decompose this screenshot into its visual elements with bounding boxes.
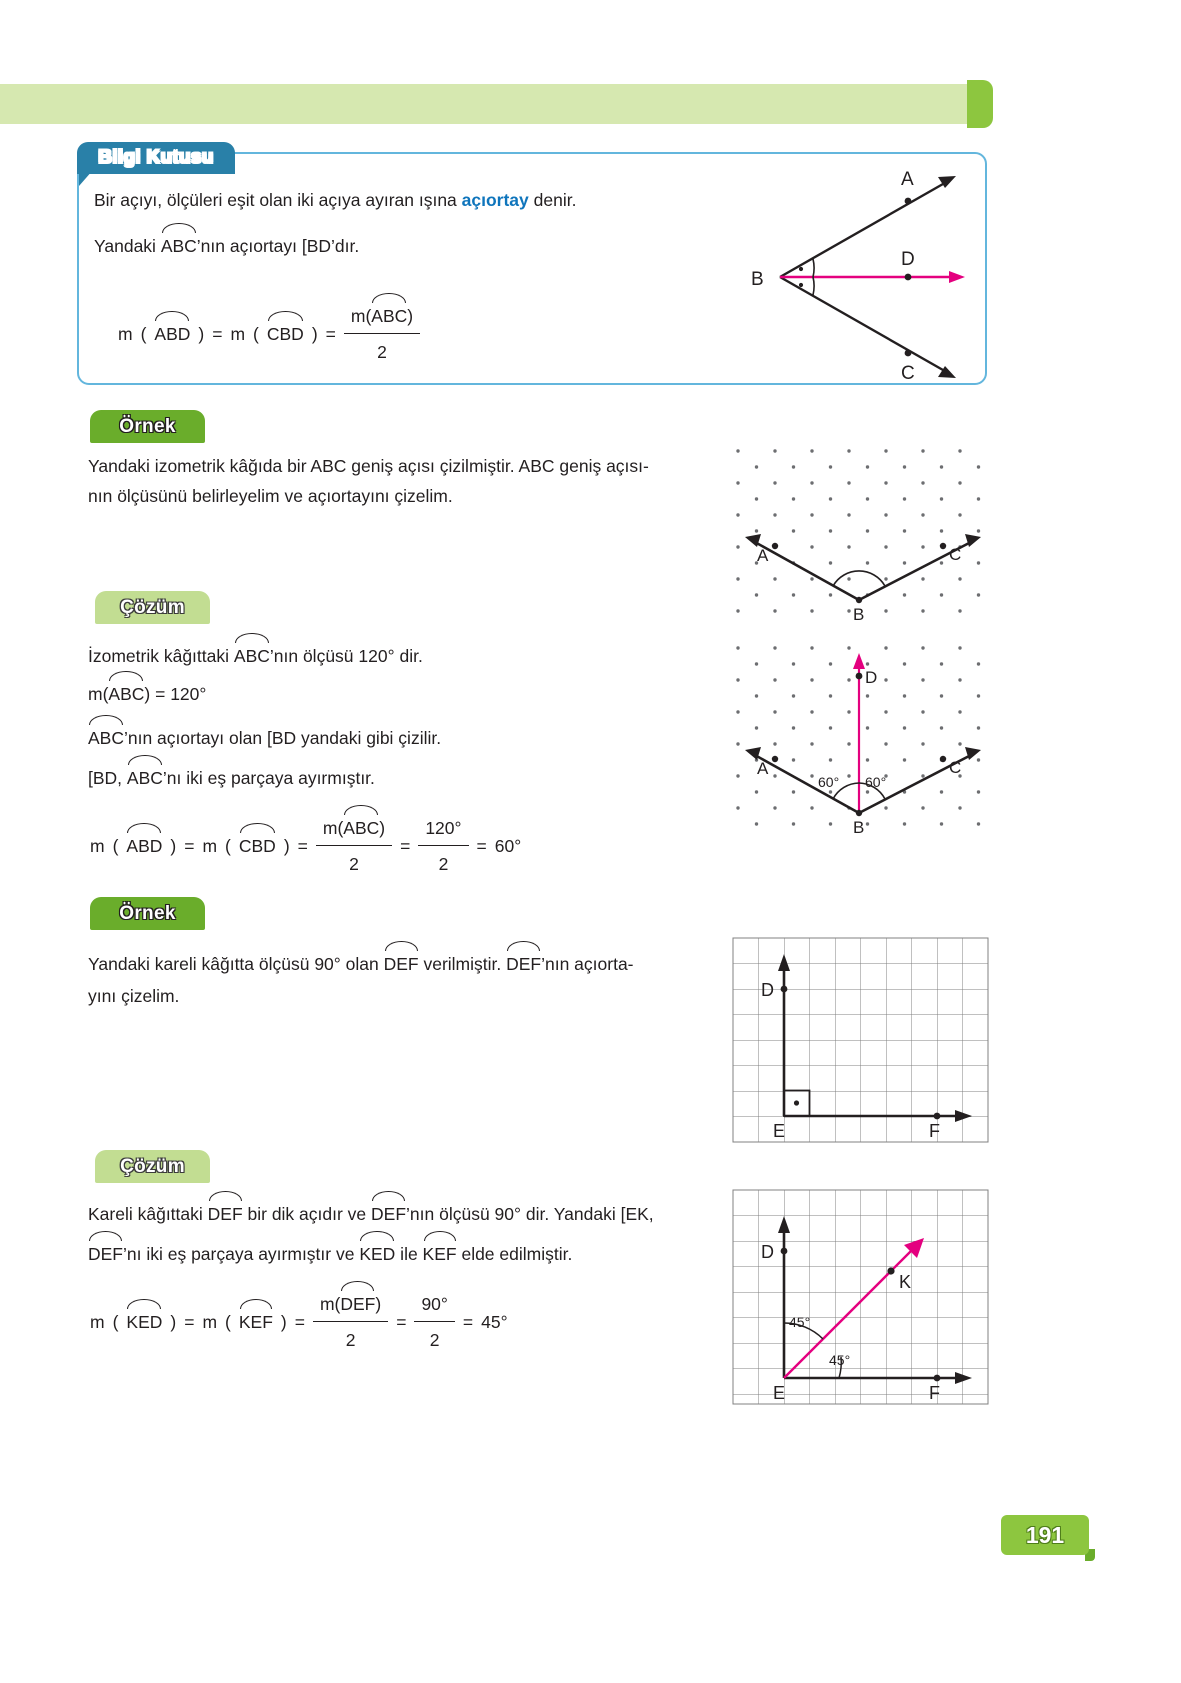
formula-rp1: ) [198, 323, 205, 344]
bisector-bd-text: ’nın açıortayı [BD’dır. [196, 236, 360, 256]
s1f-eq1: = [184, 835, 195, 856]
solution1-line3 [88, 722, 441, 753]
s1f-num-lp: ( [337, 818, 344, 838]
example1-line2: nın ölçüsünü belirleyelim ve açıortayını çizelim. [88, 486, 453, 506]
s2f-m1: m [90, 1311, 105, 1332]
aciortay-keyword: açıortay [461, 190, 529, 210]
info-box-formula [118, 300, 420, 367]
sol2-l2-c: ile [395, 1244, 423, 1264]
cozum-badge-2 [95, 1150, 210, 1183]
sol2-angle-ked: KED [359, 1238, 395, 1269]
s2f-num-angle-def: DEF [340, 1288, 375, 1319]
num-rp: ) [407, 306, 414, 326]
solution2-line2 [88, 1238, 572, 1269]
sol1-l3-b: ’nın açıortayı olan [BD yandaki gibi çizilir. [123, 728, 442, 748]
sol2-l2-b: ’nı iki eş parçaya ayırmıştır ve [123, 1244, 360, 1264]
s1f-eq2: = [297, 835, 308, 856]
s1f-fraction-2 [418, 813, 468, 879]
sol1-angle-abc-4: ABC [127, 762, 163, 793]
grid2-angle-lower: 45° [829, 1352, 851, 1368]
sol2-angle-def-2: DEF [371, 1198, 406, 1229]
s1f-result: 60° [494, 835, 522, 856]
s2f-num-m: m [319, 1294, 335, 1314]
page-number: 191 [1001, 1515, 1089, 1555]
s2f-eq2: = [294, 1311, 305, 1332]
cozum-badge-1-label: Çözüm [120, 596, 185, 618]
grid1-label-F: F [929, 1121, 940, 1141]
s1f-m1: m [90, 835, 105, 856]
s1f-angle-abd: ABD [126, 830, 162, 861]
iso2-label-A: A [757, 759, 769, 778]
s1f-num-angle-abc: ABC [343, 812, 379, 843]
s2f-eq4: = [462, 1311, 474, 1332]
sol1-angle-abc-2: ABC [108, 678, 144, 709]
cozum-badge-1 [95, 591, 210, 624]
solution2-formula [90, 1288, 508, 1355]
grid2-label-F: F [929, 1383, 940, 1403]
figure-label-C: C [901, 363, 915, 384]
s2f-den1: 2 [313, 1321, 388, 1355]
info-box-definition-line [94, 185, 576, 215]
s1f-m2: m [202, 835, 218, 856]
formula-eq2: = [325, 323, 336, 344]
sol2-angle-def-1: DEF [208, 1198, 243, 1229]
example2-line2: yını çizelim. [88, 986, 180, 1006]
ex2-l1-a: Yandaki kareli kâğıtta ölçüsü 90° olan [88, 954, 384, 974]
sol2-l1-a: Kareli kâğıttaki [88, 1204, 208, 1224]
sol1-l2-val: 120° [170, 684, 207, 704]
ex2-angle-def-2: DEF [506, 948, 541, 979]
ex2-l1-b: verilmiştir. [418, 954, 507, 974]
definition-text-part1: Bir açıyı, ölçüleri eşit olan iki açıya ayıran ışına [94, 190, 462, 210]
sol1-l2-m: m [88, 684, 103, 704]
s2f-angle-kef: KEF [239, 1306, 273, 1337]
s1f-rp1: ) [170, 835, 177, 856]
sol2-l2-d: elde edilmiştir. [456, 1244, 573, 1264]
grid1-label-E: E [773, 1121, 786, 1141]
formula-m1: m [118, 323, 133, 344]
s2f-eq1: = [184, 1311, 195, 1332]
solution1-line1 [88, 640, 423, 671]
info-box-second-line [94, 230, 359, 261]
isometric-figure-1 [735, 448, 990, 624]
s2f-den2: 2 [414, 1321, 454, 1355]
sol1-angle-abc-3: ABC [88, 722, 124, 753]
s1f-lp1: ( [112, 835, 119, 856]
iso2-angle-left: 60° [818, 774, 840, 790]
fraction-denominator: 2 [344, 333, 420, 367]
iso2-label-B: B [853, 818, 865, 837]
iso1-label-A: A [757, 546, 769, 565]
sol1-l2-eq: = [155, 684, 166, 704]
s1f-den1: 2 [316, 845, 392, 879]
formula-angle-cbd: CBD [267, 318, 304, 349]
solution2-line1 [88, 1198, 654, 1229]
figure-label-A: A [901, 169, 914, 190]
square-grid-figure-2 [733, 1190, 988, 1420]
formula-lp1: ( [140, 323, 147, 344]
figure-label-B: B [751, 269, 764, 290]
s2f-num-lp: ( [334, 1294, 341, 1314]
s1f-num-rp: ) [379, 818, 386, 838]
sol1-l4-b: ’nı iki eş parçaya ayırmıştır. [162, 768, 375, 788]
s1f-eq4: = [476, 835, 487, 856]
info-box-angle-figure [735, 155, 985, 385]
s2f-lp1: ( [112, 1311, 119, 1332]
ornek-badge-2-label: Örnek [119, 902, 176, 924]
s2f-num2: 90° [421, 1293, 448, 1314]
s1f-eq3: = [400, 835, 411, 856]
s1f-angle-cbd: CBD [239, 830, 276, 861]
sol1-l1-b: ’nın ölçüsü 120° dir. [269, 646, 423, 666]
sol2-l1-b: bir dik açıdır ve [242, 1204, 372, 1224]
angle-abc-notation: ABC [161, 230, 197, 261]
definition-text-part2: denir. [528, 190, 577, 210]
iso2-label-D: D [865, 668, 878, 687]
num-angle-abc: ABC [371, 300, 407, 331]
formula-angle-abd: ABD [154, 318, 190, 349]
s1f-lp2: ( [225, 835, 231, 856]
grid1-label-D: D [761, 980, 774, 1000]
isometric-figure-2 [735, 645, 990, 837]
sol2-angle-kef: KEF [423, 1238, 457, 1269]
example1-line1: Yandaki izometrik kâğıda bir ABC geniş açısı çizilmiştir. ABC geniş açısı- [88, 456, 649, 476]
top-band-cap [967, 80, 993, 128]
top-decorative-band [0, 84, 986, 124]
grid2-angle-upper: 45° [789, 1314, 811, 1330]
ornek-badge-1-label: Örnek [119, 415, 176, 437]
s2f-result: 45° [481, 1311, 508, 1332]
figure-label-D: D [901, 249, 915, 270]
s2f-fraction-1 [313, 1288, 388, 1355]
yandaki-text: Yandaki [94, 236, 161, 256]
s1f-fraction-1 [316, 812, 392, 879]
s1f-rp2: ) [283, 835, 290, 856]
example2-line1 [88, 948, 634, 979]
ornek-badge-1 [90, 410, 205, 443]
sol1-l2-rp: ) [144, 684, 151, 704]
ex2-angle-def-1: DEF [384, 948, 419, 979]
sol2-l1-c: ’nın ölçüsü 90° dir. Yandaki [EK, [406, 1204, 654, 1224]
num-m: m [350, 306, 366, 326]
iso2-label-C: C [949, 758, 962, 777]
ex2-l1-c: ’nın açıorta- [541, 954, 634, 974]
s2f-rp1: ) [170, 1311, 177, 1332]
formula-lp2: ( [253, 323, 259, 344]
square-grid-figure-1 [733, 938, 988, 1158]
s1f-num-m: m [322, 818, 338, 838]
fraction-numerator [344, 300, 420, 333]
grid2-label-D: D [761, 1242, 774, 1262]
grid2-label-E: E [773, 1383, 786, 1403]
ornek-badge-2 [90, 897, 205, 930]
bilgi-kutusu-badge-label: Bilgi Kutusu [98, 147, 214, 168]
formula-eq1: = [212, 323, 223, 344]
s2f-lp2: ( [225, 1311, 231, 1332]
iso1-label-C: C [949, 545, 962, 564]
cozum-badge-2-label: Çözüm [120, 1155, 185, 1177]
s2f-eq3: = [396, 1311, 407, 1332]
solution1-line2 [88, 678, 206, 709]
solution1-line4 [88, 762, 375, 793]
solution1-formula [90, 812, 521, 879]
s2f-m2: m [202, 1311, 218, 1332]
iso2-angle-right: 60° [865, 774, 887, 790]
sol1-angle-abc-1: ABC [234, 640, 270, 671]
s1f-num2: 120° [425, 817, 462, 838]
sol1-l1-a: İzometrik kâğıttaki [88, 646, 234, 666]
s2f-num1 [313, 1288, 388, 1321]
s1f-den2: 2 [418, 845, 468, 879]
s2f-angle-ked: KED [126, 1306, 162, 1337]
sol2-angle-def-3: DEF [88, 1238, 123, 1269]
s2f-num-rp: ) [375, 1294, 382, 1314]
num-lp: ( [365, 306, 372, 326]
bilgi-kutusu-badge [77, 142, 235, 174]
s2f-fraction-2 [414, 1289, 454, 1355]
grid2-label-K: K [899, 1272, 912, 1292]
s1f-num1 [316, 812, 392, 845]
s2f-rp2: ) [280, 1311, 287, 1332]
formula-m2: m [230, 323, 246, 344]
sol1-l4-a: [BD, [88, 768, 127, 788]
formula-rp2: ) [311, 323, 318, 344]
sol1-l2-lp: ( [102, 684, 109, 704]
formula-fraction [344, 300, 420, 367]
iso1-label-B: B [853, 605, 865, 624]
